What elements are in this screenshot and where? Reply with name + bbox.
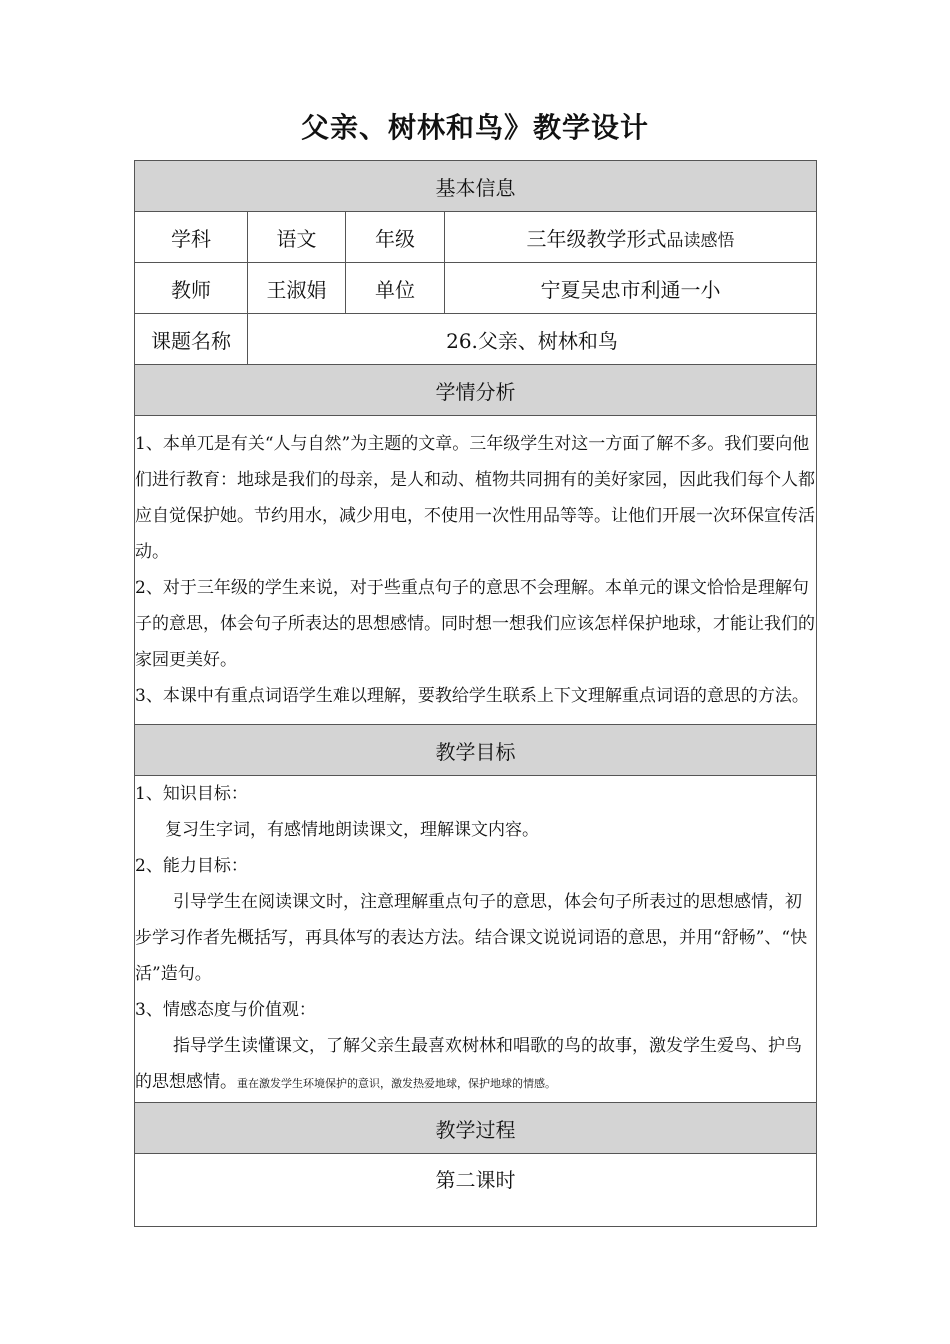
grade-form-cell bbox=[445, 212, 817, 263]
emotion-goal-note: 重在激发学生环境保护的意识，激发热爱地球，保护地球的情感。 bbox=[237, 1077, 556, 1090]
emotion-goal-title: 3、情感态度与价值观： bbox=[135, 1000, 316, 1020]
goals-body bbox=[135, 776, 817, 1103]
topic-value: 26.父亲、树林和鸟 bbox=[248, 314, 817, 365]
process-body bbox=[135, 1154, 817, 1227]
analysis-paragraph-3: 3、本课中有重点词语学生难以理解，要教给学生联系上下文理解重点词语的意思的方法。 bbox=[135, 686, 809, 706]
analysis-body bbox=[135, 416, 817, 725]
analysis-header: 学情分析 bbox=[135, 365, 817, 416]
subject-label: 学科 bbox=[135, 212, 248, 263]
analysis-paragraph-1: 1、本单兀是有关“人与自然”为主题的文章。三年级学生对这一方面了解不多。我们要向他们进行教育：地球是我们的母亲，是人和动、植物共同拥有的美好家园，因此我们每个人都应自觉保护她。节约用水，减少用电，不使用一次性用品等等。让他们开展一次环保宣传活动。 bbox=[135, 434, 815, 562]
ability-goal-text: 引导学生在阅读课文时，注意理解重点句子的意思，体会句子所表过的思想感情，初步学习作者先概括写，再具体写的表达方法。结合课文说说词语的意思，并用“舒畅”、“快活”造句。 bbox=[135, 892, 808, 984]
lesson-label: 第二课时 bbox=[435, 1168, 516, 1192]
topic-label: 课题名称 bbox=[135, 314, 248, 365]
document-title: 父亲、树林和鸟》教学设计 bbox=[300, 111, 649, 144]
grade-label: 年级 bbox=[346, 212, 445, 263]
analysis-paragraph-2: 2、对于三年级的学生来说，对于些重点句子的意思不会理解。本单元的课文恰恰是理解句子的意思，体会句子所表达的思想感情。同时想一想我们应该怎样保护地球，才能让我们的家园更美好。 bbox=[135, 578, 815, 670]
ability-goal-title: 2、能力目标： bbox=[135, 856, 248, 876]
subject-value: 语文 bbox=[248, 212, 346, 263]
unit-value: 宁夏吴忠市利通一小 bbox=[445, 263, 817, 314]
emotion-goal-paragraph bbox=[135, 1028, 816, 1102]
teacher-label: 教师 bbox=[135, 263, 248, 314]
knowledge-goal-title: 1、知识目标： bbox=[135, 784, 248, 804]
unit-label: 单位 bbox=[346, 263, 445, 314]
grade-form-value: 三年级教学形式 bbox=[526, 226, 667, 251]
lesson-plan-table bbox=[134, 160, 817, 1227]
process-header: 教学过程 bbox=[135, 1103, 817, 1154]
emotion-goal-text: 指导学生读懂课文，了解父亲生最喜欢树林和唱歌的鸟的故事，激发学生爱鸟、护鸟的思想感情。 bbox=[135, 1036, 802, 1092]
knowledge-goal-text: 复习生字词，有感情地朗读课文，理解课文内容。 bbox=[165, 820, 539, 840]
teaching-form-value: 品读感悟 bbox=[666, 230, 735, 251]
teacher-value: 王淑娟 bbox=[248, 263, 346, 314]
goals-header: 教学目标 bbox=[135, 725, 817, 776]
basic-info-header: 基本信息 bbox=[135, 161, 817, 212]
